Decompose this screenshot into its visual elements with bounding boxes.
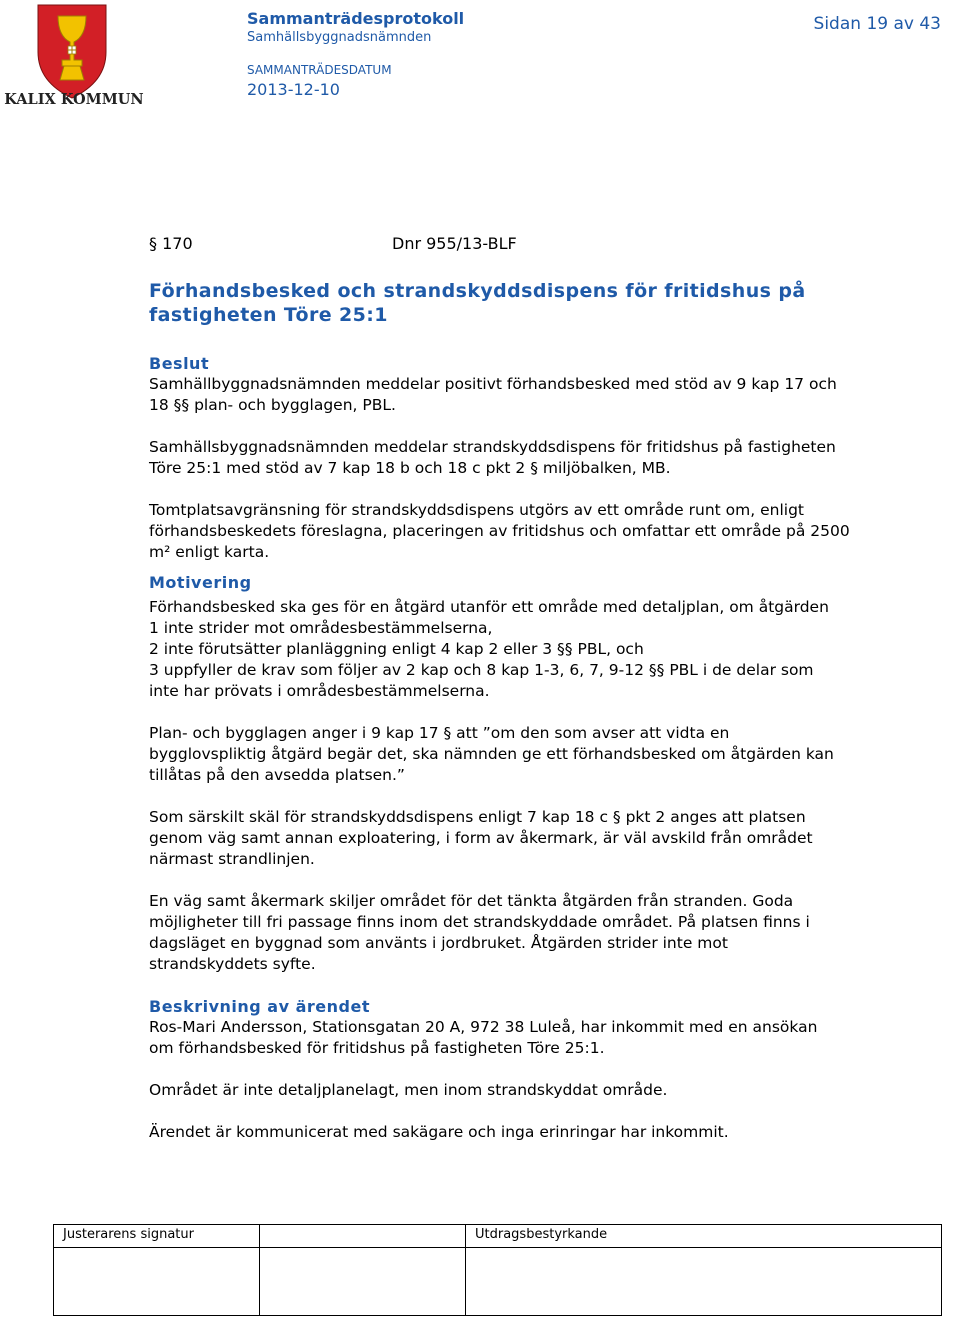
coat-of-arms-icon <box>4 2 144 106</box>
extract-certification-label: Utdragsbestyrkande <box>475 1227 608 1242</box>
committee-name: Samhällsbyggnadsnämnden <box>247 30 432 45</box>
meeting-date: 2013-12-10 <box>247 80 340 99</box>
decision-heading: Beslut <box>149 354 210 373</box>
paragraph-number: § 170 <box>149 234 193 253</box>
description-paragraph: Ros-Mari Andersson, Stationsgatan 20 A, 972 38 Luleå, har inkommit med en ansökan om förhandsbesked för fritidshus på fastigheten Töre 25:1. <box>149 1018 818 1057</box>
case-title: Förhandsbesked och strandskyddsdispens för fritidshus på fastigheten Töre 25:1 <box>149 280 806 326</box>
municipality-logo-text: KALIX KOMMUN <box>4 91 144 106</box>
signature-divider <box>466 1247 941 1248</box>
page-number: Sidan 19 av 43 <box>813 14 941 34</box>
description-paragraph: Området är inte detaljplanelagt, men inom strandskyddat område. <box>149 1081 668 1099</box>
motivation-paragraph: Som särskilt skäl för strandskyddsdispens enligt 7 kap 18 c § pkt 2 anges att platsen genom väg samt annan exploatering, i form av åkermark, är väl avskild från området närmast strandlinjen. <box>149 808 813 868</box>
municipality-logo <box>4 2 144 106</box>
motivation-heading: Motivering <box>149 573 252 592</box>
document-type: Sammanträdesprotokoll <box>247 9 465 28</box>
signature-cell[interactable] <box>54 1225 260 1315</box>
extract-certification-cell[interactable] <box>466 1225 941 1315</box>
signature-divider <box>260 1247 465 1248</box>
signature-label: Justerarens signatur <box>63 1227 194 1242</box>
signature-table <box>53 1224 942 1316</box>
motivation-paragraph: En väg samt åkermark skiljer området för det tänkta åtgärden från stranden. Goda möjligheter till fri passage finns inom det strandskyddade området. På platsen finns i dagsläget en byggnad som använts i jordbruket. Åtgärden strider inte mot strandskyddets syfte. <box>149 892 810 973</box>
signature-divider <box>54 1247 259 1248</box>
document-body <box>149 233 939 1164</box>
signature-cell-2[interactable] <box>260 1225 466 1315</box>
decision-paragraph: Samhällsbyggnadsnämnden meddelar strandskyddsdispens för fritidshus på fastigheten Töre 25:1 med stöd av 7 kap 18 b och 18 c pkt 2 § miljöbalken, MB. <box>149 438 836 477</box>
motivation-paragraph: Förhandsbesked ska ges för en åtgärd utanför ett område med detaljplan, om åtgärden 1 inte strider mot områdesbestämmelserna, 2 inte förutsätter planläggning enligt 4 kap 2 eller 3 §§ PBL, och 3 uppfyller de krav som följer av 2 kap och 8 kap 1-3, 6, 7, 9-12 §§ PBL i de delar som inte har prövats i områdesbestämmelserna. <box>149 598 829 700</box>
decision-paragraph: Tomtplatsavgränsning för strandskyddsdispens utgörs av ett område runt om, enligt förhandsbeskedets föreslagna, placeringen av fritidshus och omfattar ett område på 2500 m² enligt karta. <box>149 501 850 561</box>
case-reference <box>149 233 939 255</box>
description-heading: Beskrivning av ärendet <box>149 997 370 1016</box>
meeting-date-label: SAMMANTRÄDESDATUM <box>247 63 392 77</box>
decision-paragraph: Samhällbyggnadsnämnden meddelar positivt förhandsbesked med stöd av 9 kap 17 och 18 §§ plan- och bygglagen, PBL. <box>149 375 837 414</box>
description-paragraph: Ärendet är kommunicerat med sakägare och inga erinringar har inkommit. <box>149 1123 729 1141</box>
case-dnr: Dnr 955/13-BLF <box>392 234 517 253</box>
motivation-paragraph: Plan- och bygglagen anger i 9 kap 17 § att ”om den som avser att vidta en bygglovspliktig åtgärd begär det, ska nämnden ge ett förhandsbesked om åtgärden kan tillåtas på den avsedda platsen.” <box>149 724 834 784</box>
